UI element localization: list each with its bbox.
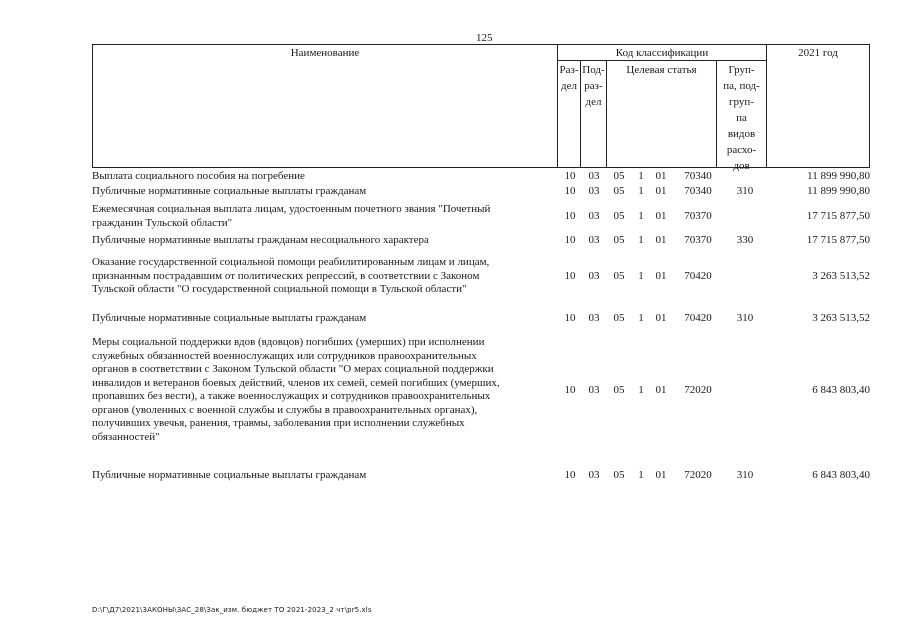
cell-t3: 01	[655, 312, 667, 324]
header-razdel	[558, 62, 580, 94]
header-group-line: па	[736, 112, 747, 124]
header-group	[717, 62, 766, 174]
row-name	[92, 336, 554, 444]
cell-t1: 05	[613, 234, 625, 246]
header-razdel-line: дел	[561, 80, 577, 92]
row-name-line: обязанностей"	[92, 430, 160, 443]
cell-t2: 1	[638, 210, 644, 222]
file-path-footer: D:\Г\Д7\2021\ЗАКОНЫ\ЗАС_28\Зак_изм. бюджет ТО 2021-2023_2 чт\pr5.xls	[92, 606, 372, 614]
table-row	[92, 469, 870, 482]
cell-podrazdel: 03	[588, 469, 600, 481]
cell-group: 310	[736, 469, 754, 481]
cell-amount: 3 263 513,52	[812, 270, 870, 282]
header-podrazdel	[581, 62, 606, 110]
row-name	[92, 256, 554, 297]
row-name-line: пропавших без вести), а также военнослужащих и сотрудников правоохранительных	[92, 390, 491, 402]
header-group-line: Груп-	[728, 64, 755, 76]
row-name-line: органов (уволенных с военной службы и службы в правоохранительных органах),	[92, 403, 478, 416]
row-name	[92, 312, 554, 326]
cell-t4: 70340	[684, 170, 712, 182]
cell-podrazdel: 03	[588, 312, 600, 324]
cell-t1: 05	[613, 210, 625, 222]
cell-podrazdel: 03	[588, 270, 600, 282]
header-podrazdel-line: дел	[585, 96, 602, 108]
cell-t1: 05	[613, 312, 625, 324]
cell-t2: 1	[638, 312, 644, 324]
row-name-line: служебных обязанностей военнослужащих или сотрудников правоохранительных	[92, 349, 477, 362]
cell-group: 310	[736, 185, 754, 197]
cell-t1: 05	[613, 469, 625, 481]
cell-razdel: 10	[564, 270, 576, 282]
cell-podrazdel: 03	[588, 383, 600, 396]
cell-razdel: 10	[564, 234, 576, 246]
cell-t4: 72020	[684, 383, 712, 396]
row-name	[92, 170, 554, 184]
cell-podrazdel: 03	[588, 170, 600, 182]
cell-razdel: 10	[564, 469, 576, 481]
row-name-line: Ежемесячная социальная выплата лицам, удостоенным почетного звания "Почетный	[92, 203, 491, 215]
cell-t1: 05	[613, 383, 625, 396]
header-group-line: па, под-	[723, 80, 760, 92]
cell-razdel: 10	[564, 170, 576, 182]
cell-t4: 70340	[684, 185, 712, 197]
cell-amount: 11 899 990,80	[807, 170, 870, 182]
cell-t4: 70370	[684, 210, 712, 222]
row-name-line: гражданин Тульской области"	[92, 216, 233, 229]
cell-t2: 1	[638, 383, 644, 396]
row-name-line: Публичные нормативные социальные выплаты гражданам	[92, 185, 367, 197]
cell-amount: 17 715 877,50	[806, 234, 870, 246]
row-name-line: получивших увечья, ранения, травмы, заболевания при исполнении служебных	[92, 417, 465, 429]
cell-podrazdel: 03	[588, 234, 600, 246]
cell-t3: 01	[655, 170, 667, 182]
cell-t4: 70420	[684, 312, 712, 324]
cell-t3: 01	[655, 210, 667, 222]
cell-razdel: 10	[564, 312, 576, 324]
table-row	[92, 185, 870, 198]
row-name	[92, 185, 554, 199]
header-razdel-line: Раз-	[559, 64, 579, 76]
cell-amount: 3 263 513,52	[812, 312, 870, 324]
row-name	[92, 469, 554, 483]
cell-razdel: 10	[564, 185, 576, 197]
header-target	[607, 62, 716, 78]
row-name-line: Меры социальной поддержки вдов (вдовцов) погибших (умерших) при исполнении	[92, 336, 485, 348]
cell-podrazdel: 03	[588, 185, 600, 197]
header-group-line: расхо-	[726, 144, 757, 156]
cell-razdel: 10	[564, 210, 576, 222]
row-name-line: Оказание государственной социальной помощи реабилитированным лицам и лицам,	[92, 256, 490, 268]
cell-t4: 72020	[684, 469, 712, 481]
row-name-line: Тульской области "О государственной социальной помощи в Тульской области"	[92, 283, 467, 295]
cell-t2: 1	[638, 234, 644, 246]
row-name-line: органов в соответствии с Законом Тульской области "О мерах социальной поддержки	[92, 363, 494, 375]
cell-amount: 17 715 877,50	[806, 210, 870, 222]
table-row	[92, 312, 870, 325]
table-row	[92, 336, 870, 444]
cell-t1: 05	[613, 170, 625, 182]
header-group-line: дов	[733, 160, 750, 172]
header-name-cell	[92, 44, 557, 168]
header-code-group-label: Код классификации	[615, 47, 709, 59]
cell-t1: 05	[613, 185, 625, 197]
header-year-cell	[766, 44, 870, 168]
cell-t4: 70420	[684, 270, 712, 282]
cell-t1: 05	[613, 270, 625, 282]
cell-amount: 11 899 990,80	[807, 185, 870, 197]
header-group-line: груп-	[729, 96, 754, 108]
cell-amount: 6 843 803,40	[812, 469, 870, 481]
cell-t2: 1	[638, 469, 644, 481]
header-year-label: 2021 год	[798, 47, 838, 59]
header-divider	[557, 60, 766, 61]
row-name	[92, 234, 554, 248]
row-name-line: Публичные нормативные выплаты гражданам несоциального характера	[92, 234, 429, 246]
cell-t3: 01	[655, 469, 667, 481]
row-name-line: Публичные нормативные социальные выплаты гражданам	[92, 312, 367, 324]
row-name-line: Публичные нормативные социальные выплаты гражданам	[92, 469, 367, 481]
cell-podrazdel: 03	[588, 210, 600, 222]
header-target-label: Целевая статья	[626, 64, 697, 76]
table-row	[92, 234, 870, 247]
header-name-label: Наименование	[290, 47, 360, 59]
cell-t3: 01	[655, 234, 667, 246]
cell-razdel: 10	[564, 383, 576, 396]
row-name-line: Выплата социального пособия на погребение	[92, 170, 305, 182]
cell-t2: 1	[638, 270, 644, 282]
table-row	[92, 203, 870, 230]
cell-t3: 01	[655, 383, 667, 396]
row-name	[92, 203, 554, 230]
row-name-line: признанным пострадавшим от политических репрессий, в соответствии с Законом	[92, 269, 480, 282]
header-group-line: видов	[727, 128, 756, 140]
cell-t2: 1	[638, 170, 644, 182]
row-name-line: инвалидов и ветеранов боевых действий, членов их семей, семей погибших (умерших,	[92, 376, 500, 389]
cell-t3: 01	[655, 270, 667, 282]
table-row	[92, 256, 870, 297]
header-podrazdel-line: Под-	[582, 64, 605, 76]
cell-t4: 70370	[684, 234, 712, 246]
cell-t2: 1	[638, 185, 644, 197]
cell-group: 310	[736, 312, 754, 324]
cell-amount: 6 843 803,40	[812, 383, 870, 396]
table-row	[92, 170, 870, 183]
page-number: 125	[476, 32, 493, 44]
cell-group: 330	[736, 234, 754, 246]
cell-t3: 01	[655, 185, 667, 197]
header-podrazdel-line: раз-	[584, 80, 603, 92]
